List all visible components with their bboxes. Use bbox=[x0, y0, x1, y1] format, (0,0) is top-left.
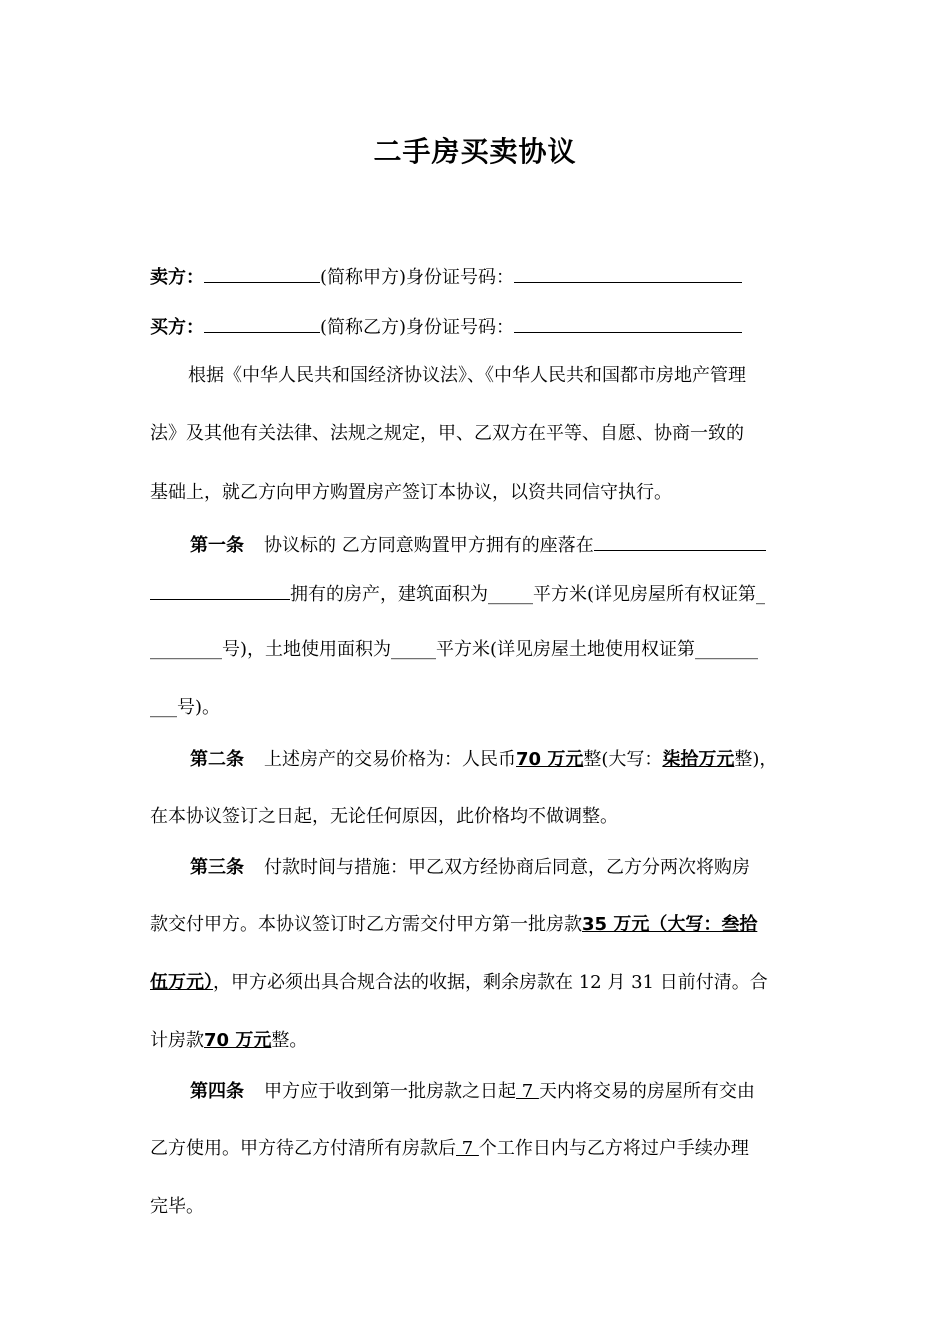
buyer-line bbox=[150, 314, 742, 340]
buyer-id-blank[interactable] bbox=[514, 314, 742, 333]
article4-line-1 bbox=[190, 1080, 755, 1104]
article2-text-c: 整)， bbox=[734, 749, 778, 770]
article2-line-2: 在本协议签订之日起，无论任何原因，此价格均不做调整。 bbox=[150, 806, 618, 827]
article4-line-2 bbox=[150, 1137, 749, 1161]
article4-days-1: 7 bbox=[516, 1081, 539, 1102]
article4-text-1a: 甲方应于收到第一批房款之日起 bbox=[264, 1081, 516, 1102]
page-title: 二手房买卖协议 bbox=[373, 135, 577, 168]
article1-location-blank-1[interactable] bbox=[594, 532, 766, 551]
buyer-name-blank[interactable] bbox=[204, 314, 320, 333]
seller-name-blank[interactable] bbox=[204, 264, 320, 283]
article1-heading: 第一条 bbox=[190, 535, 244, 556]
seller-id-blank[interactable] bbox=[514, 264, 742, 283]
article3-line-4 bbox=[150, 1029, 307, 1053]
seller-line bbox=[150, 264, 742, 290]
preamble-line-3: 基础上，就乙方向甲方购置房产签订本协议，以资共同信守执行。 bbox=[150, 482, 672, 503]
buyer-label: 买方： bbox=[150, 317, 204, 338]
article3-heading: 第三条 bbox=[190, 857, 244, 878]
article4-line-3: 完毕。 bbox=[150, 1196, 204, 1217]
article3-first-payment-cont: 伍万元） bbox=[150, 972, 213, 993]
article4-text-2b: 个工作日内与乙方将过户手续办理 bbox=[478, 1138, 749, 1159]
article1-line-4: ___号)。 bbox=[150, 697, 221, 718]
article3-text-2a: 款交付甲方。本协议签订时乙方需交付甲方第一批房款 bbox=[150, 914, 582, 935]
article3-text-4a: 计房款 bbox=[150, 1030, 204, 1051]
article3-line-1 bbox=[190, 856, 750, 880]
article1-location-blank-2[interactable] bbox=[150, 581, 290, 600]
article3-text-1: 付款时间与措施：甲乙双方经协商后同意，乙方分两次将购房 bbox=[264, 857, 750, 878]
article3-total: 70 万元 bbox=[204, 1030, 272, 1051]
preamble-line-1: 根据《中华人民共和国经济协议法》、《中华人民共和国都市房地产管理 bbox=[188, 365, 746, 386]
article1-line-2 bbox=[150, 581, 765, 607]
article3-first-payment: 35 万元（大写：叁拾 bbox=[582, 914, 758, 935]
article2-heading: 第二条 bbox=[190, 749, 244, 770]
article4-days-2: 7 bbox=[456, 1138, 479, 1159]
article2-price: 70 万元 bbox=[516, 749, 584, 770]
article1-text-2: 拥有的房产，建筑面积为_____平方米(详见房屋所有权证第_ bbox=[290, 584, 766, 605]
article2-price-words: 柒拾万元 bbox=[662, 749, 735, 770]
article3-text-3c: ，甲方必须出具合规合法的收据，剩余房款在 12 月 31 日前付清。合 bbox=[213, 972, 768, 993]
article4-text-1b: 天内将交易的房屋所有交由 bbox=[538, 1081, 755, 1102]
article3-line-3 bbox=[150, 971, 768, 995]
article3-text-4b: 整。 bbox=[271, 1030, 308, 1051]
article4-text-2a: 乙方使用。甲方待乙方付清所有房款后 bbox=[150, 1138, 456, 1159]
article2-line-1 bbox=[190, 748, 777, 772]
seller-alias: (简称甲方)身份证号码： bbox=[320, 267, 515, 288]
article4-heading: 第四条 bbox=[190, 1081, 244, 1102]
article1-line-1 bbox=[190, 532, 766, 558]
article3-line-2 bbox=[150, 913, 757, 937]
article2-text-a: 上述房产的交易价格为：人民币 bbox=[264, 749, 516, 770]
article2-text-b: 整(大写： bbox=[583, 749, 663, 770]
seller-label: 卖方： bbox=[150, 267, 204, 288]
article1-line-3: ________号)，土地使用面积为_____平方米(详见房屋土地使用权证第_______ bbox=[150, 639, 759, 660]
article1-text-1: 协议标的 乙方同意购置甲方拥有的座落在 bbox=[264, 535, 594, 556]
buyer-alias: (简称乙方)身份证号码： bbox=[320, 317, 515, 338]
preamble-line-2: 法》及其他有关法律、法规之规定，甲、乙双方在平等、自愿、协商一致的 bbox=[150, 423, 744, 444]
